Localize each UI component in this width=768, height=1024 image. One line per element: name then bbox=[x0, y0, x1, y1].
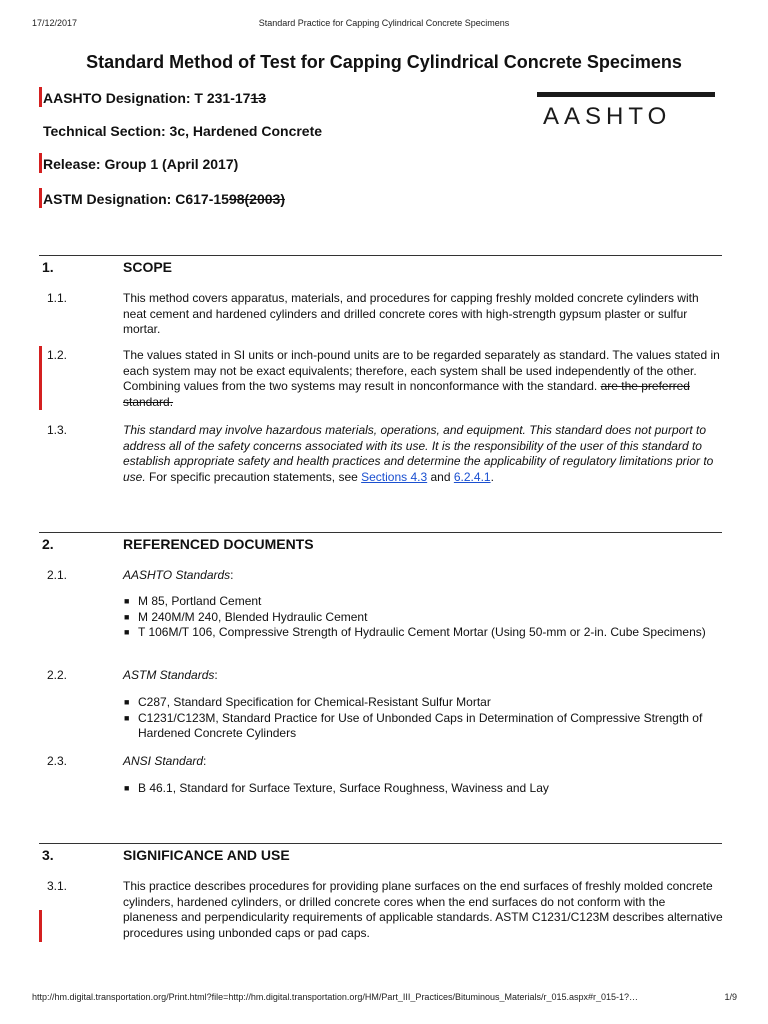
item-text-and: and bbox=[427, 469, 454, 484]
bullet-icon: ■ bbox=[124, 596, 130, 606]
section-number: 3. bbox=[42, 847, 54, 863]
reference-list-aashto bbox=[124, 594, 724, 641]
section-number: 1. bbox=[42, 259, 54, 275]
link-sections-4-3[interactable]: Sections 4.3 bbox=[361, 469, 428, 484]
ref-text: M 85, Portland Cement bbox=[138, 594, 262, 608]
logo-wordmark: AASHTO bbox=[543, 103, 672, 130]
item-number: 2.1. bbox=[47, 568, 68, 582]
section-title: REFERENCED DOCUMENTS bbox=[123, 536, 314, 552]
section-rule bbox=[39, 255, 722, 256]
print-title: Standard Practice for Capping Cylindrical Concrete Specimens bbox=[258, 18, 510, 28]
section-rule bbox=[39, 532, 722, 533]
list-item bbox=[124, 594, 724, 610]
section-title: SIGNIFICANCE AND USE bbox=[123, 847, 290, 863]
section-scope bbox=[39, 255, 722, 275]
item-text-struck: are the preferred standard. bbox=[123, 379, 690, 409]
item-number: 1.3. bbox=[47, 423, 68, 437]
aashto-designation bbox=[43, 90, 266, 106]
bullet-icon: ■ bbox=[124, 697, 130, 707]
item-number: 1.2. bbox=[47, 348, 68, 362]
section-title: SCOPE bbox=[123, 259, 173, 275]
ref-text: C287, Standard Specification for Chemical-Resistant Sulfur Mortar bbox=[138, 695, 491, 709]
technical-section: Technical Section: 3c, Hardened Concrete bbox=[43, 123, 323, 139]
item-text bbox=[123, 668, 723, 684]
list-item bbox=[124, 625, 724, 641]
item-number: 3.1. bbox=[47, 879, 68, 893]
ref-group-colon: : bbox=[230, 568, 234, 582]
ref-group-label: ASTM Standards bbox=[123, 668, 215, 682]
ref-text: T 106M/T 106, Compressive Strength of Hydraulic Cement Mortar (Using 50-mm or 2-in. Cube Specimens) bbox=[138, 625, 706, 639]
ref-text: B 46.1, Standard for Surface Texture, Surface Roughness, Waviness and Lay bbox=[138, 781, 549, 795]
page-number: 1/9 bbox=[724, 992, 737, 1002]
astm-designation-text: ASTM Designation: C617-15 bbox=[43, 191, 229, 207]
link-6-2-4-1[interactable]: 6.2.4.1 bbox=[453, 469, 491, 484]
reference-list-astm bbox=[124, 695, 724, 742]
ref-group-colon: : bbox=[214, 668, 218, 682]
bullet-icon: ■ bbox=[124, 611, 130, 622]
change-bar bbox=[39, 153, 42, 173]
list-item bbox=[124, 711, 724, 742]
section-referenced-documents bbox=[39, 532, 722, 552]
ref-group-colon: : bbox=[203, 754, 207, 768]
section-rule bbox=[39, 843, 722, 844]
bullet-icon: ■ bbox=[124, 783, 130, 793]
list-item bbox=[124, 781, 724, 797]
list-item bbox=[124, 695, 724, 711]
item-text-end: . bbox=[490, 469, 494, 484]
print-date: 17/12/2017 bbox=[32, 18, 78, 28]
ref-group-label: AASHTO Standards bbox=[123, 568, 231, 582]
item-text: This method covers apparatus, materials, and procedures for capping freshly molded concrete cylinders with neat cement and hardened cylinders and drilled concrete cores with high-strength gypsum plaster or sulfur mortar. bbox=[123, 291, 699, 336]
list-item bbox=[124, 610, 724, 626]
item-text-after: For specific precaution statements, see bbox=[145, 469, 362, 484]
release: Release: Group 1 (April 2017) bbox=[43, 156, 239, 172]
item-text: This practice describes procedures for providing plane surfaces on the end surfaces of freshly molded concrete cylinders, hardened cylinders, or drilled concrete cores when the end surfaces do not conform with the planeness and perpendicularity requirements of applicable standards. ASTM C1231/C123M describes alternative procedures using unbonded caps or pad caps. bbox=[123, 879, 723, 940]
change-bar bbox=[39, 910, 42, 942]
logo-bar bbox=[537, 92, 715, 97]
change-bar bbox=[39, 346, 42, 410]
reference-list-ansi bbox=[124, 781, 724, 797]
item-text bbox=[123, 754, 723, 770]
item-number: 1.1. bbox=[47, 291, 68, 305]
section-number: 2. bbox=[42, 536, 54, 552]
item-text bbox=[123, 348, 723, 410]
ref-text: C1231/C123M, Standard Practice for Use of Unbonded Caps in Determination of Compressive Strength of Hardened Concrete Cylinders bbox=[138, 710, 703, 740]
item-text bbox=[123, 568, 723, 584]
item-text bbox=[123, 423, 723, 485]
print-url: http://hm.digital.transportation.org/Print.html?file=http://hm.digital.transportation.org/HM/Part_III_Practices/Bituminous_Materials/r_015.aspx#r_015-1?… bbox=[32, 992, 639, 1002]
aashto-logo bbox=[537, 92, 715, 130]
aashto-designation-text: AASHTO Designation: T 231-17 bbox=[43, 90, 251, 106]
item-number: 2.2. bbox=[47, 668, 68, 682]
change-bar bbox=[39, 87, 42, 107]
section-significance-and-use bbox=[39, 843, 722, 863]
item-text-italic: This standard may involve hazardous materials, operations, and equipment. This standard does not purport to address all of the safety concerns associated with its use. It is the responsibility of the user of this standard to establish appropriate safety and health practices and determine the applicability of regulatory limitations prior to use. bbox=[123, 423, 714, 484]
change-bar bbox=[39, 188, 42, 208]
bullet-icon: ■ bbox=[124, 627, 130, 637]
item-number: 2.3. bbox=[47, 754, 68, 768]
aashto-designation-struck: 13 bbox=[250, 90, 267, 106]
astm-designation-struck: 98(2003) bbox=[228, 191, 285, 207]
ref-group-label: ANSI Standard bbox=[123, 754, 204, 768]
ref-text: M 240M/M 240, Blended Hydraulic Cement bbox=[138, 609, 368, 624]
bullet-icon: ■ bbox=[124, 712, 130, 723]
astm-designation bbox=[43, 191, 285, 207]
item-text-main: The values stated in SI units or inch-pound units are to be regarded separately as standard. The values stated in each system may not be exact equivalents; therefore, each system shall be used independently of the other. Combining values from the two systems may result in nonconformance with the standard. bbox=[123, 348, 720, 393]
document-title: Standard Method of Test for Capping Cylindrical Concrete Specimens bbox=[86, 52, 682, 72]
